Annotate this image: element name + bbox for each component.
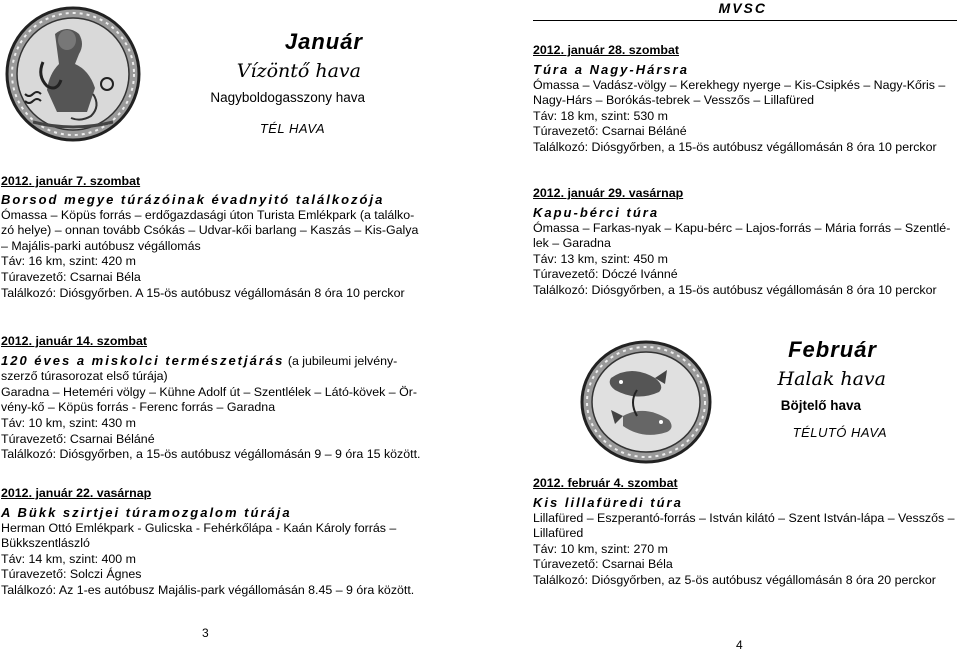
month-sign: Vízöntő hava <box>236 60 361 82</box>
event-line: Herman Ottó Emlékpark - Gulicska - Fehérkőlápa - Kaán Károly forrás – <box>1 520 397 535</box>
event-line: Túravezető: Csarnai Béláné <box>533 124 687 139</box>
event-line: Táv: 10 km, szint: 430 m <box>1 415 136 430</box>
event-line: szerző túrasorozat első túrája) <box>1 369 168 384</box>
month-season: TÉL HAVA <box>259 121 325 136</box>
event-title-line <box>1 352 471 370</box>
event-line: Találkozó: Diósgyőrben, a 15-ös autóbusz végállomásán 8 óra 10 perckor <box>533 282 937 297</box>
event-entry <box>533 476 957 589</box>
event-date: 2012. január 22. vasárnap <box>1 486 152 500</box>
month-name: Január <box>284 29 363 54</box>
event-title: Túra a Nagy-Hársra <box>533 61 689 77</box>
event-line: Találkozó: Az 1-es autóbusz Majális-park végállomásán 8.45 – 9 óra között. <box>1 582 415 597</box>
event-line: Táv: 10 km, szint: 270 m <box>533 541 668 556</box>
event-title: A Bükk szirtjei túramozgalom túrája <box>1 504 292 520</box>
event-line: zó helye) – onnan tovább Csókás – Udvar-kői barlang – Kaszás – Kis-Galya <box>1 223 419 238</box>
event-line: Túravezető: Csarnai Béláné <box>1 431 155 446</box>
event-line: Túravezető: Csarnai Béla <box>533 557 673 572</box>
event-line: Találkozó: Diósgyőrben, a 15-ös autóbusz végállomásán 8 óra 10 perckor <box>533 139 937 154</box>
event-line: Táv: 13 km, szint: 450 m <box>533 251 668 266</box>
event-title: Borsod megye túrázóinak évadnyitó találkozója <box>1 191 385 207</box>
right-page <box>533 0 957 651</box>
event-title: Kapu-bérci túra <box>533 204 660 220</box>
page-number: 4 <box>736 638 743 652</box>
left-page <box>1 0 471 651</box>
header-org: MVSC <box>718 0 767 16</box>
event-title-suffix: (a jubileumi jelvény- <box>284 353 398 368</box>
month-header-january <box>35 28 365 142</box>
event-entry <box>533 43 957 156</box>
event-line: – Majális-parki autóbusz végállomás <box>1 238 201 253</box>
event-date: 2012. január 7. szombat <box>1 174 141 188</box>
event-line: Nagy-Hárs – Borókás-tebrek – Vesszős – Lillafüred <box>533 93 814 108</box>
event-line: Találkozó: Diósgyőrben, a 15-ös autóbusz végállomásán 9 – 9 óra 15 között. <box>1 447 421 462</box>
event-entry <box>1 334 471 463</box>
month-season: TÉLUTÓ HAVA <box>792 425 887 440</box>
month-name: Február <box>788 337 877 362</box>
event-line: Ómassa – Köpüs forrás – erdőgazdasági úton Turista Emlékpark (a találko- <box>1 207 415 222</box>
event-date: 2012. január 14. szombat <box>1 334 148 348</box>
event-line: Táv: 14 km, szint: 400 m <box>1 551 136 566</box>
event-title: Kis lillafüredi túra <box>533 494 683 510</box>
event-line: vény-kő – Köpüs forrás - Ferenc forrás – Garadna <box>1 400 276 415</box>
month-saint: Nagyboldogasszony hava <box>210 90 365 105</box>
event-entry <box>533 186 957 299</box>
event-line: Túravezető: Solczi Ágnes <box>1 567 142 582</box>
event-line: Találkozó: Diósgyőrben. A 15-ös autóbusz végállomásán 8 óra 10 perckor <box>1 285 405 300</box>
month-sign: Halak hava <box>777 368 886 390</box>
month-header-february <box>667 336 887 446</box>
page-number: 3 <box>202 626 209 640</box>
event-title: 120 éves a miskolci természetjárás <box>1 352 285 368</box>
month-saint: Böjtelő hava <box>780 398 861 413</box>
event-entry <box>1 486 471 599</box>
event-line: Táv: 16 km, szint: 420 m <box>1 254 136 269</box>
event-line: Ómassa – Farkas-nyak – Kapu-bérc – Lajos-forrás – Mária forrás – Szentlé- <box>533 220 951 235</box>
event-line: lek – Garadna <box>533 236 611 251</box>
event-line: Bükkszentlászló <box>1 536 90 551</box>
event-line: Túravezető: Csarnai Béla <box>1 269 141 284</box>
event-line: Garadna – Heteméri völgy – Kühne Adolf út – Szentlélek – Látó-kövek – Ör- <box>1 384 418 399</box>
event-line: Találkozó: Diósgyőrben, az 5-ös autóbusz végállomásán 8 óra 20 perckor <box>533 572 936 587</box>
event-line: Ómassa – Vadász-völgy – Kerekhegy nyerge – Kis-Csipkés – Nagy-Kőris – <box>533 77 946 92</box>
event-line: Lillafüred <box>533 526 584 541</box>
event-entry <box>1 174 471 301</box>
event-line: Táv: 18 km, szint: 530 m <box>533 108 668 123</box>
event-line: Lillafüred – Eszperantó-forrás – István kilátó – Szent István-lápa – Vesszős – <box>533 510 955 525</box>
event-date: 2012. január 29. vasárnap <box>533 186 684 200</box>
event-date: 2012. január 28. szombat <box>533 43 680 57</box>
event-date: 2012. február 4. szombat <box>533 476 678 490</box>
event-line: Túravezető: Dóczé Ivánné <box>533 267 678 282</box>
